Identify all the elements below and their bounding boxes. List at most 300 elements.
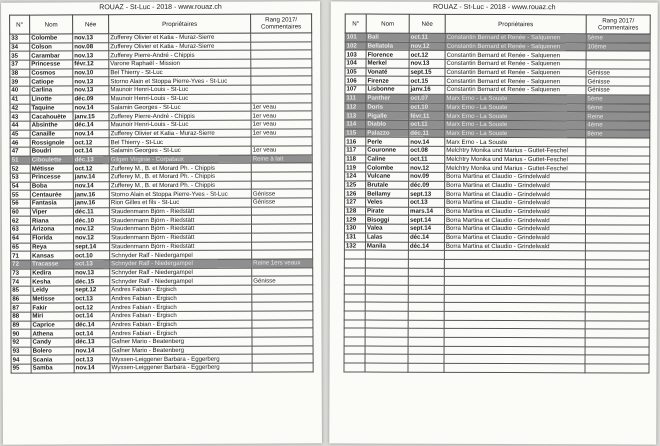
cell-comment: Génisse <box>251 198 312 207</box>
empty-cell <box>585 329 649 338</box>
cell-born: oct.12 <box>73 164 109 173</box>
cell-born: janv.16 <box>409 85 445 94</box>
cell-number: 73 <box>11 269 31 278</box>
cell-comment <box>251 94 312 103</box>
empty-cell <box>408 250 444 259</box>
cell-name: Colson <box>30 43 73 52</box>
empty-cell <box>585 355 649 364</box>
cell-comment <box>252 302 313 311</box>
empty-cell <box>344 259 365 268</box>
cell-owner: Varone Raphaël - Mission <box>109 59 251 68</box>
cell-comment: Reine <box>586 112 650 121</box>
empty-cell <box>344 285 365 294</box>
cell-number: 102 <box>345 42 366 51</box>
cell-number: 95 <box>11 364 31 373</box>
cell-comment: Génisse <box>252 276 313 285</box>
cell-number: 131 <box>344 233 365 242</box>
cell-number: 41 <box>10 95 30 104</box>
cell-comment <box>251 172 312 181</box>
cell-number: 125 <box>345 181 366 190</box>
cell-number: 114 <box>345 120 366 129</box>
empty-cell <box>408 346 444 355</box>
cell-number: 44 <box>10 121 30 130</box>
cell-name: Princesse <box>30 60 73 69</box>
cell-number: 38 <box>10 69 30 78</box>
cell-owner: Borra Martina et Claudio - Grindelwald <box>444 233 585 242</box>
cell-born: oct.11 <box>409 120 445 129</box>
header-name: Nom <box>366 14 409 33</box>
cell-name: Florida <box>31 234 74 243</box>
cell-owner: Borra Martina et Claudio - Grindelwald <box>444 242 585 251</box>
cell-owner: Andres Fabian - Ergisch <box>110 294 252 303</box>
cell-name: Pigalle <box>366 111 409 120</box>
cell-comment <box>586 155 650 164</box>
cell-comment <box>252 337 313 346</box>
cell-born: sept.14 <box>408 216 444 225</box>
cell-number: 64 <box>11 234 31 243</box>
cell-number: 118 <box>345 155 366 164</box>
cell-born: déc.14 <box>74 320 110 329</box>
header-born: Née <box>409 14 445 33</box>
cell-number: 63 <box>11 225 31 234</box>
cell-comment: 1er veau <box>251 111 312 120</box>
cell-comment: 1er veau <box>251 120 312 129</box>
cell-owner: Borra Martina et Claudio - Grindelwald <box>444 216 585 225</box>
empty-cell <box>444 363 585 372</box>
table-header <box>345 14 650 34</box>
cell-born: oct.10 <box>74 251 110 260</box>
cell-owner: Marx Erno - La Souste <box>445 103 586 112</box>
cell-owner: Zufferey M., B. et Morard Ph. - Chippis <box>109 172 251 181</box>
cell-owner: Bel Thierry - St-Luc <box>109 68 251 77</box>
cell-comment: 1er veau <box>251 128 312 137</box>
cell-number: 105 <box>345 68 366 77</box>
cell-number: 65 <box>11 243 31 252</box>
cell-born: nov.13 <box>73 86 109 95</box>
cell-owner: Schnyder Ralf - Niedergampel <box>110 276 252 285</box>
cell-comment <box>586 51 650 60</box>
cell-owner: Gafner Mario - Beatenberg <box>110 337 252 346</box>
cell-comment <box>586 147 650 156</box>
empty-cell <box>408 303 444 312</box>
empty-cell <box>344 363 365 372</box>
cell-number: 132 <box>344 241 365 250</box>
cell-name: Miri <box>31 312 74 321</box>
cell-name: Bolero <box>31 347 74 356</box>
cell-comment <box>251 76 312 85</box>
cell-number: 60 <box>10 208 30 217</box>
cell-owner: Wyssen-Leiggener Barbara - Eggerberg <box>110 355 252 364</box>
cell-owner: Melchtry Monika und Marius - Guttet-Feschel <box>445 164 586 173</box>
empty-cell <box>365 346 408 355</box>
cell-comment: 1er veau <box>251 146 312 155</box>
cell-number: 104 <box>345 59 366 68</box>
cell-name: Lalas <box>365 233 408 242</box>
cell-number: 45 <box>10 130 30 139</box>
cell-owner: Salamin Georges - St-Luc <box>109 146 251 155</box>
cell-number: 128 <box>345 207 366 216</box>
cell-name: Fantasia <box>30 199 73 208</box>
cell-owner: Staudenmann Björn - Riedstätt <box>110 224 252 233</box>
cell-number: 54 <box>10 182 30 191</box>
cell-born: oct.14 <box>74 312 110 321</box>
empty-cell <box>365 328 408 337</box>
cell-comment: Génisse <box>586 77 650 86</box>
empty-cell <box>408 268 444 277</box>
cell-number: 101 <box>345 33 366 42</box>
cell-comment: Reine 1ers veaux <box>252 259 313 268</box>
cell-name: Merkel <box>366 59 409 68</box>
cell-number: 46 <box>10 138 30 147</box>
cell-born: nov.14 <box>74 346 110 355</box>
cell-name: Perle <box>366 137 409 146</box>
cell-name: Vulcane <box>366 172 409 181</box>
cell-owner: Constantin Bernard et Renée - Salquenen <box>445 42 586 51</box>
cell-number: 106 <box>345 76 366 85</box>
cell-number: 111 <box>345 94 366 103</box>
cell-owner: Zufferey M., B. et Morard Ph. - Chippis <box>109 163 251 172</box>
cell-born: oct.14 <box>73 147 109 156</box>
cell-owner: Staudenmann Björn - Riedstätt <box>110 233 252 242</box>
cell-comment <box>252 224 313 233</box>
cell-name: Athena <box>31 329 74 338</box>
cell-comment <box>251 163 312 172</box>
empty-cell <box>344 328 365 337</box>
header-born: Née <box>73 15 109 34</box>
cell-born: oct.15 <box>409 77 445 86</box>
cell-comment <box>585 234 649 243</box>
cell-number: 71 <box>11 251 31 260</box>
cell-born: oct.12 <box>74 303 110 312</box>
cell-name: Métisse <box>30 164 73 173</box>
cell-owner: Gilgen Virginie - Corpataux <box>109 155 251 164</box>
cell-born: oct.11 <box>409 33 445 42</box>
cell-born: févr.11 <box>409 111 445 120</box>
cell-comment: Génisse <box>251 189 312 198</box>
empty-cell <box>585 364 649 373</box>
cell-owner: Andres Fabian - Ergisch <box>110 328 252 337</box>
empty-cell <box>585 268 649 277</box>
empty-cell <box>585 260 649 269</box>
cell-owner: Staudenmann Björn - Riedstätt <box>110 242 252 251</box>
cell-name: Candy <box>31 338 74 347</box>
cell-name: Carlina <box>30 86 73 95</box>
empty-cell <box>408 355 444 364</box>
empty-cell <box>408 337 444 346</box>
empty-cell <box>365 337 408 346</box>
cell-born: sept.15 <box>409 68 445 77</box>
cell-comment <box>585 216 649 225</box>
empty-cell <box>408 311 444 320</box>
cell-comment <box>586 60 650 69</box>
cell-name: Canaille <box>30 129 73 138</box>
cell-born: déc.13 <box>74 338 110 347</box>
cell-name: Vonaté <box>366 68 409 77</box>
cell-owner: Constantin Bernard et Renée - Salquenen <box>445 51 586 60</box>
cell-born: nov.12 <box>409 164 445 173</box>
cell-name: Diablo <box>366 120 409 129</box>
cell-owner: Constantin Bernard et Renée - Salquenen <box>445 68 586 77</box>
cell-born: oct.12 <box>73 138 109 147</box>
cell-owner: Constantin Bernard et Renée - Salquenen <box>445 33 586 42</box>
cell-comment <box>252 267 313 276</box>
cell-born: nov.13 <box>73 51 109 60</box>
cell-name: Kedira <box>31 268 74 277</box>
cell-comment <box>586 182 650 191</box>
empty-row <box>344 363 649 373</box>
table-header <box>10 14 312 34</box>
cell-number: 89 <box>11 321 31 330</box>
cell-comment <box>252 241 313 250</box>
cell-owner: Marx Erno - La Souste <box>445 112 586 121</box>
empty-cell <box>344 320 365 329</box>
cell-number: 62 <box>10 217 30 226</box>
cell-comment: Génisse <box>586 86 650 95</box>
cell-owner: Marx Erno - La Souste <box>445 129 586 138</box>
header-number: N° <box>10 15 30 34</box>
cell-name: Riana <box>30 216 73 225</box>
cell-number: 107 <box>345 85 366 94</box>
empty-cell <box>365 302 408 311</box>
cell-name: Linotte <box>30 95 73 104</box>
empty-cell <box>585 321 649 330</box>
cell-name: Doris <box>366 103 409 112</box>
empty-cell <box>585 347 649 356</box>
cell-name: Samba <box>31 364 74 373</box>
empty-cell <box>408 259 444 268</box>
empty-cell <box>344 311 365 320</box>
cell-comment <box>252 354 313 363</box>
cell-born: déc.09 <box>73 95 109 104</box>
cell-owner: Melchtry Monika und Marius - Guttet-Feschel <box>445 155 586 164</box>
empty-cell <box>365 259 408 268</box>
cell-name: Brutale <box>366 181 409 190</box>
empty-cell <box>408 276 444 285</box>
cell-comment <box>252 320 313 329</box>
cell-name: Pirate <box>366 207 409 216</box>
cell-owner: Andres Fabian - Ergisch <box>110 320 252 329</box>
header-owner: Propriétaires <box>445 14 586 33</box>
cell-number: 117 <box>345 146 366 155</box>
cell-number: 42 <box>10 104 30 113</box>
cell-number: 55 <box>10 190 30 199</box>
cell-number: 56 <box>10 199 30 208</box>
cell-owner: Marx Erno - La Souste <box>445 138 586 147</box>
cell-name: Metisse <box>31 295 74 304</box>
cell-born: nov.12 <box>74 234 110 243</box>
cell-owner: Constantin Bernard et Renée - Salquenen <box>445 59 586 68</box>
empty-cell <box>365 294 408 303</box>
cell-name: Colombe <box>30 34 73 43</box>
cell-born: janv.15 <box>73 112 109 121</box>
cell-comment <box>251 137 312 146</box>
cell-born: oct.10 <box>409 103 445 112</box>
empty-cell <box>408 294 444 303</box>
cell-owner: Storno Alain et Stoppa Pierre-Yves - St-Luc <box>109 189 251 198</box>
cell-owner: Wyssen-Leiggener Barbara - Eggerberg <box>110 363 252 372</box>
empty-cell <box>365 311 408 320</box>
cell-name: Lisbonne <box>366 85 409 94</box>
cell-born: déc.09 <box>409 181 445 190</box>
cell-owner: Marx Erno - La Souste <box>445 94 586 103</box>
cell-name: Caprice <box>31 321 74 330</box>
cell-born: déc.11 <box>73 207 109 216</box>
empty-cell <box>365 320 408 329</box>
empty-cell <box>344 354 365 363</box>
empty-cell <box>344 302 365 311</box>
cell-number: 33 <box>10 34 30 43</box>
empty-cell <box>365 363 408 372</box>
cell-number: 124 <box>345 172 366 181</box>
cell-born: déc.10 <box>73 216 109 225</box>
cell-comment <box>251 59 312 68</box>
cell-owner: Schnyder Ralf - Niedergampel <box>110 259 252 268</box>
cell-comment <box>251 215 312 224</box>
cell-name: Rossignole <box>30 138 73 147</box>
cell-comment: Reine à lait <box>251 154 312 163</box>
empty-cell <box>365 268 408 277</box>
cell-number: 127 <box>345 198 366 207</box>
cell-name: Palazzo <box>366 129 409 138</box>
cell-born: nov.08 <box>73 42 109 51</box>
cell-owner: Gafner Mario - Beatenberg <box>110 346 252 355</box>
cell-owner: Borra Martina et Claudio - Grindelwald <box>445 207 586 216</box>
cell-born: févr.12 <box>73 60 109 69</box>
cell-comment: Génisse <box>586 69 650 78</box>
cell-number: 47 <box>10 147 30 156</box>
cell-born: oct.07 <box>409 94 445 103</box>
cell-name: Bisoggi <box>365 215 408 224</box>
cell-comment <box>251 33 312 42</box>
cell-owner: Borra Martina et Claudio - Grindelwald <box>444 224 585 233</box>
cell-owner: Maunoir Henri-Louis - St-Luc <box>109 94 251 103</box>
cell-comment <box>252 285 313 294</box>
cell-number: 43 <box>10 112 30 121</box>
cell-born: oct.14 <box>74 329 110 338</box>
empty-cell <box>585 251 649 260</box>
cell-name: Firenze <box>366 76 409 85</box>
cell-comment <box>586 199 650 208</box>
cell-comment <box>252 311 313 320</box>
cell-number: 51 <box>10 156 30 165</box>
cell-name: Fakir <box>31 303 74 312</box>
cell-owner: Bel Thierry - St-Luc <box>109 137 251 146</box>
cell-number: 86 <box>11 295 31 304</box>
cell-owner: Zufferey Olivier et Katia - Muraz-Sierre <box>109 129 251 138</box>
page-title: ROUAZ - St-Luc - 2018 - www.rouaz.ch <box>99 3 222 12</box>
cell-born: déc.14 <box>408 233 444 242</box>
cell-born: janv.16 <box>73 199 109 208</box>
cell-owner: Maunoir Henri-Louis - St-Luc <box>109 120 251 129</box>
cell-comment <box>252 363 313 372</box>
cell-born: oct.11 <box>409 155 445 164</box>
table-row <box>11 363 313 373</box>
cell-owner: Maunoir Henri-Louis - St-Luc <box>109 85 251 94</box>
cell-born: nov.14 <box>409 137 445 146</box>
cell-born: déc.15 <box>74 277 110 286</box>
cell-comment: 1er veau <box>251 102 312 111</box>
cell-name: Catiope <box>30 77 73 86</box>
cell-comment <box>251 68 312 77</box>
cell-comment <box>251 42 312 51</box>
cell-number: 40 <box>10 86 30 95</box>
cell-comment <box>585 225 649 234</box>
cell-name: Florence <box>366 50 409 59</box>
left-page <box>1 1 322 444</box>
cell-name: Centaurée <box>30 190 73 199</box>
cell-name: Scania <box>31 355 74 364</box>
cell-name: Absinthe <box>30 121 73 130</box>
header-comment: Rang 2017/ Commentaires <box>586 15 650 34</box>
cell-name: Veles <box>366 198 409 207</box>
cell-owner: Andres Fabian - Ergisch <box>110 311 252 320</box>
cell-born: nov.14 <box>73 129 109 138</box>
cell-name: Caline <box>366 155 409 164</box>
cell-owner: Andres Fabian - Ergisch <box>110 302 252 311</box>
empty-cell <box>585 294 649 303</box>
cell-born: nov.13 <box>74 268 110 277</box>
cell-name: Princesse <box>30 173 73 182</box>
cell-number: 92 <box>11 338 31 347</box>
cell-number: 85 <box>11 286 31 295</box>
empty-cell <box>344 268 365 277</box>
cell-owner: Constantin Bernard et Renée - Salquenen <box>445 85 586 94</box>
empty-cell <box>365 354 408 363</box>
cell-born: nov.14 <box>73 181 109 190</box>
cell-number: 130 <box>344 224 365 233</box>
cell-comment <box>252 346 313 355</box>
empty-cell <box>408 329 444 338</box>
cell-born: oct.13 <box>409 198 445 207</box>
cattle-table <box>343 13 650 373</box>
cell-number: 53 <box>10 173 30 182</box>
cell-owner: Borra Martina et Claudio - Grindelwald <box>445 172 586 181</box>
cell-born: nov.12 <box>409 42 445 51</box>
cell-comment <box>586 138 650 147</box>
cell-comment: 6ème <box>586 103 650 112</box>
cell-owner: Salamin Georges - St-Luc <box>109 103 251 112</box>
header-comment: Rang 2017/ Commentaires <box>251 14 312 33</box>
cell-number: 94 <box>11 356 31 365</box>
cell-comment <box>586 173 650 182</box>
cell-name: Kansas <box>31 251 74 260</box>
cell-born: sept.13 <box>409 190 445 199</box>
right-page <box>329 1 658 444</box>
cell-born: nov.10 <box>73 68 109 77</box>
cell-number: 52 <box>10 164 30 173</box>
cell-name: Arizona <box>31 225 74 234</box>
cell-born: oct.13 <box>74 355 110 364</box>
cell-number: 93 <box>11 347 31 356</box>
cell-born: janv.16 <box>73 190 109 199</box>
cell-number: 35 <box>10 51 30 60</box>
cell-born: sept.14 <box>408 224 444 233</box>
cell-name: Viper <box>30 208 73 217</box>
cell-born: nov.14 <box>73 103 109 112</box>
cell-comment <box>251 181 312 190</box>
cell-comment: 8ème <box>586 129 650 138</box>
cell-name: Colombe <box>366 163 409 172</box>
cell-born: janv.14 <box>73 173 109 182</box>
cell-name: Tracasse <box>31 260 74 269</box>
cell-owner: Constantin Bernard et Renée - Salquenen <box>445 77 586 86</box>
cell-owner: Schnyder Ralf - Niedergampel <box>110 268 252 277</box>
page-title: ROUAZ - St-Luc - 2018 - www.rouaz.ch <box>432 3 556 12</box>
cell-owner: Andres Fabian - Ergisch <box>110 285 252 294</box>
cell-owner: Zufferey Olivier et Katia - Muraz-Sierre <box>109 33 251 42</box>
cell-comment: 5ème <box>586 95 650 104</box>
cell-name: Bali <box>366 33 409 42</box>
